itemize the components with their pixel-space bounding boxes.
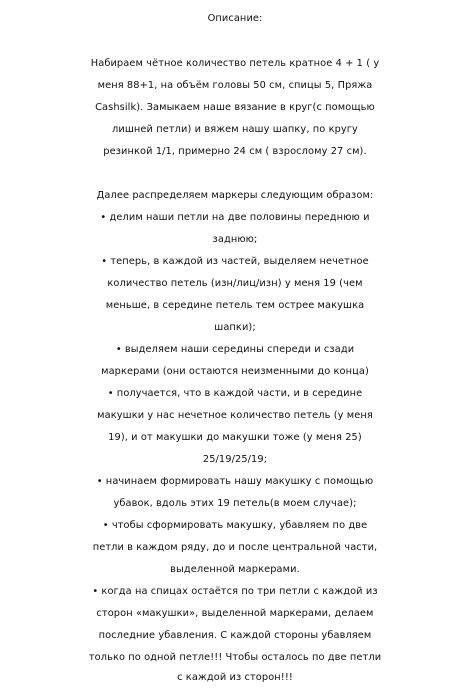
text-line: маркерами (они остаются неизменными до конца) — [101, 366, 369, 377]
text-line: • когда на спицах остаётся по три петли с каждой из — [92, 586, 378, 597]
text-line: Набираем чётное количество петель кратное 4 + 1 ( у — [90, 58, 380, 69]
text-line: количество петель (изн/лиц/изн) у меня 19 (чем — [107, 278, 363, 289]
text-line: только по одной петле!!! Чтобы осталось по две петли — [88, 652, 382, 663]
text-line: убавок, вдоль этих 19 петель(в моем случае); — [113, 498, 357, 509]
text-line: последние убавления. С каждой стороны убавляем — [98, 630, 372, 641]
text-line: лишней петли) и вяжем нашу шапку, по кругу — [112, 124, 358, 135]
text-line: с каждой из сторон!!! — [177, 672, 293, 683]
text-line: 19), и от макушки до макушки тоже (у меня 25) — [108, 432, 362, 443]
text-line: • чтобы сформировать макушку, убавляем по две — [102, 520, 368, 531]
text-line: меньше, в середине петель тем острее макушка — [105, 300, 365, 311]
text-line: • теперь, в каждой из частей, выделяем нечетное — [101, 256, 369, 267]
text-line: • получается, что в каждой части, и в середине — [107, 388, 363, 399]
text-line: шапки); — [214, 322, 256, 333]
text-line: • начинаем формировать нашу макушку с помощью — [96, 476, 374, 487]
text-line: сторон «макушки», выделенной маркерами, делаем — [96, 608, 374, 619]
text-line: 25/19/25/19; — [202, 454, 268, 465]
text-line: макушки у нас нечетное количество петель (у меня — [97, 410, 373, 421]
text-line: Далее распределяем маркеры следующим образом: — [96, 190, 374, 201]
text-line: петли в каждом ряду, до и после центральной части, — [92, 542, 378, 553]
text-line: меня 88+1, на объём головы 50 см, спицы 5, Пряжа — [97, 80, 373, 91]
text-line: резинкой 1/1, примерно 24 см ( взрослому 27 см). — [103, 146, 367, 157]
text-line: заднюю; — [212, 234, 258, 245]
text-line: выделенной маркерами. — [170, 564, 300, 575]
page-title: Описание: — [207, 13, 263, 24]
text-line: • выделяем наши середины спереди и сзади — [115, 344, 355, 355]
text-line: Cashsilk). Замыкаем наше вязание в круг(с помощью — [95, 102, 375, 113]
text-line: • делим наши петли на две половины переднюю и — [100, 212, 370, 223]
